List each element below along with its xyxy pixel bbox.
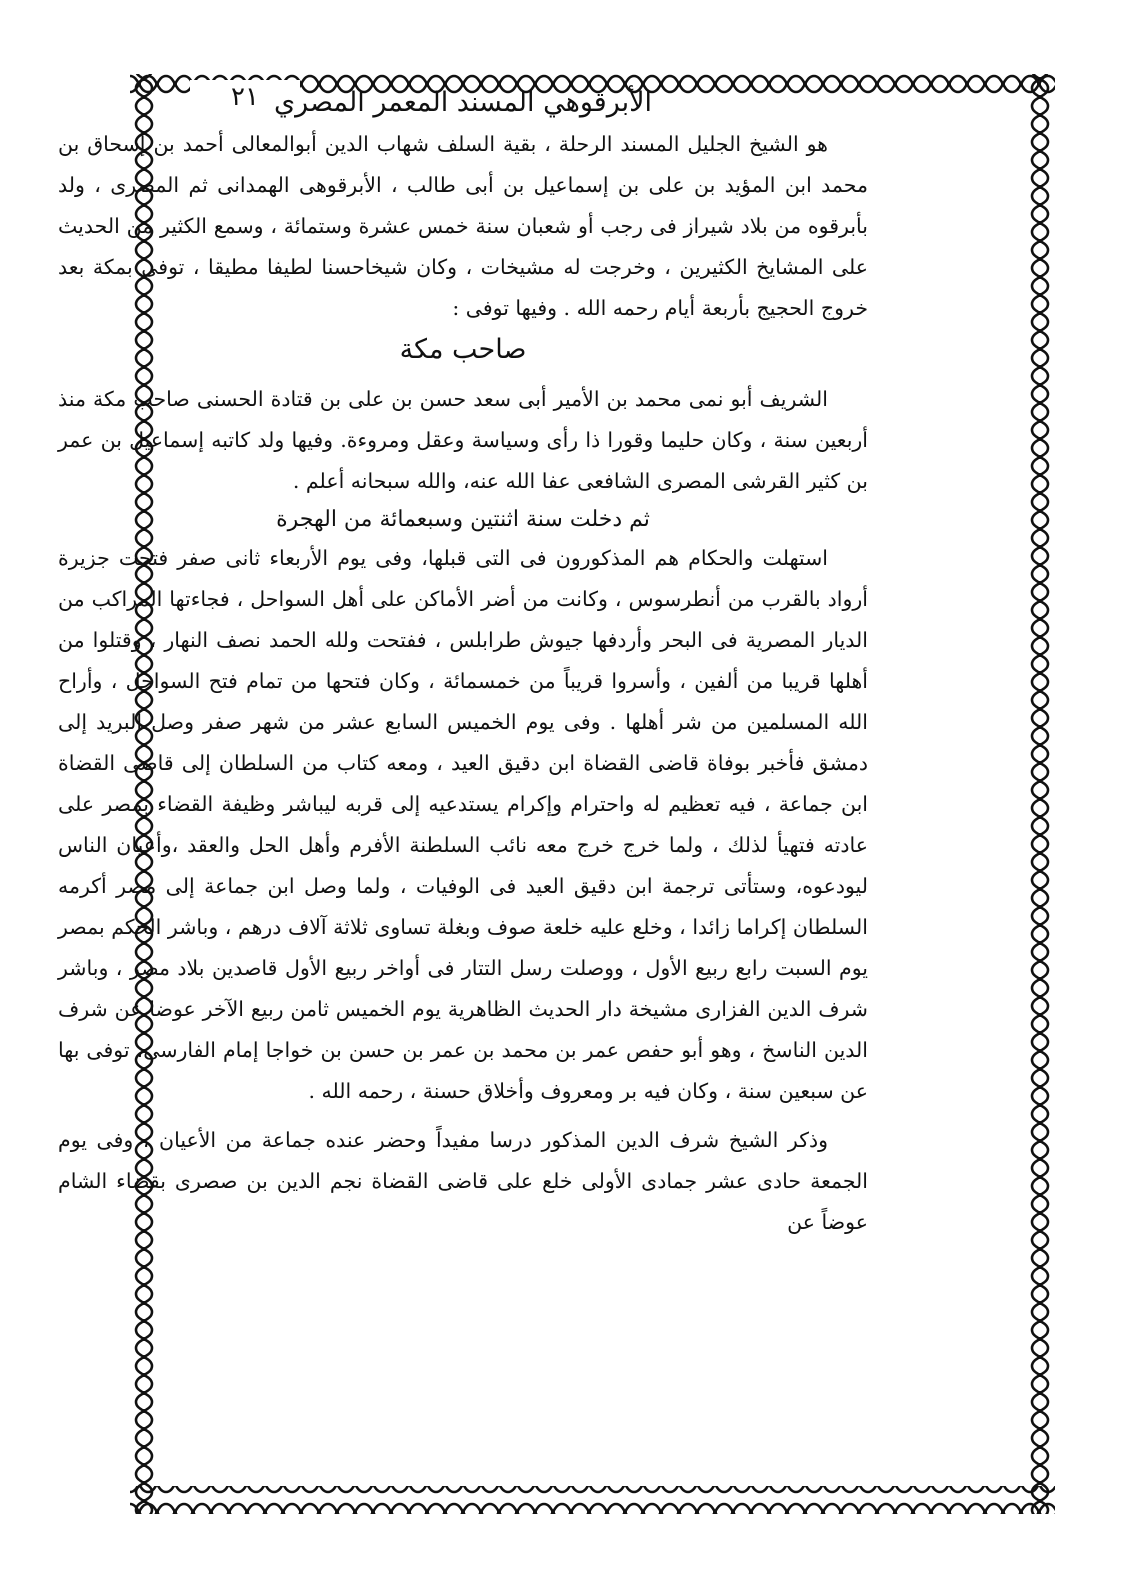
- section-heading-abarquhi: الأبرقوهي المسند المعمر المصري: [273, 87, 653, 118]
- paragraph-abarquhi-bio: هو الشيخ الجليل المسند الرحلة ، بقية السلف شهاب الدين أبوالمعالى أحمد بن إسحاق بن محمد ابن المؤيد بن على بن إسماعيل بن أبى طالب ، الأبرقوهى الهمدانى ثم المصرى ، ولد بأبرقوه من بلاد شيراز فى رجب أو شعبان سنة خمس عشرة وستمائة ، وسمع الكثير من الحديث على المشايخ الكثيرين ، وخرجت له مشيخات ، وكان شيخاحسنا لطيفا مطيقا ، توفى بمكة بعد خروج الحجيج بأربعة أيام رحمه الله . وفيها توفى :: [58, 132, 868, 320]
- page-number: ٢١: [190, 80, 300, 114]
- spacer: [58, 1112, 868, 1120]
- section-heading-sahib-makkah: صاحب مكة: [399, 334, 527, 365]
- paragraph-year-702-events: استهلت والحكام هم المذكورون فى التى قبلها، وفى يوم الأربعاء ثانى صفر فتحت جزيرة أرواد بالقرب من أنطرسوس ، وكانت من أضر الأماكن على أهل السواحل ، فجاءتها المراكب من الديار المصرية فى البحر وأردفها جيوش طرابلس ، ففتحت ولله الحمد نصف النهار ، وقتلوا من أهلها قريبا من ألفين ، وأسروا قريباً من خمسمائة ، وكان فتحها من تمام فتح السواحل ، وأراح الله المسلمين من شر أهلها . وفى يوم الخميس السابع عشر من شهر صفر وصل البريد إلى دمشق فأخبر بوفاة قاضى القضاة ابن دقيق العيد ، ومعه كتاب من السلطان إلى قاضى القضاة ابن جماعة ، فيه تعظيم له واحترام وإكرام يستدعيه إلى قربه ليباشر وظيفة القضاء بمصر على عادته فتهيأ لذلك ، ولما خرج خرج معه نائب السلطنة الأفرم وأهل الحل والعقد ،وأعيان الناس ليودعوه، وستأتى ترجمة ابن دقيق العيد فى الوفيات ، ولما وصل ابن جماعة إلى مصر أكرمه السلطان إكراما زائدا ، وخلع عليه خلعة صوف وبغلة تساوى ثلاثة آلاف درهم ، وباشر الحكم بمصر يوم السبت رابع ربيع الأول ، ووصلت رسل التتار فى أواخر ربيع الأول قاصدين بلاد مصر ، وباشر شرف الدين الفزارى مشيخة دار الحديث الظاهرية يوم الخميس ثامن ربيع الآخر عوضا عن شرف الدين الناسخ ، وهو أبو حفص عمر بن محمد بن عمر بن حسن بن خواجا إمام الفارسى، توفى بها عن سبعين سنة ، وكان فيه بر ومعروف وأخلاق حسنة ، رحمه الله .: [58, 546, 868, 1103]
- paragraph-sharaf-al-din-lesson: وذكر الشيخ شرف الدين المذكور درسا مفيداً وحضر عنده جماعة من الأعيان ، وفى يوم الجمعة حادى عشر جمادى الأولى خلع على قاضى القضاة نجم الدين بن صصرى بقضاء الشام عوضاً عن: [58, 1128, 868, 1234]
- section-heading-year-702: ثم دخلت سنة اثنتين وسبعمائة من الهجرة: [276, 507, 650, 532]
- page-content: [58, 82, 868, 1372]
- paragraph-sharif-abu-numay: الشريف أبو نمى محمد بن الأمير أبى سعد حسن بن على بن قتادة الحسنى صاحب مكة منذ أربعين سنة ، وكان حليما وقورا ذا رأى وسياسة وعقل ومروءة. وفيها ولد كاتبه إسماعيل بن عمر بن كثير القرشى المصرى الشافعى عفا الله عنه، والله سبحانه أعلم .: [58, 387, 868, 493]
- spacer: [58, 371, 868, 379]
